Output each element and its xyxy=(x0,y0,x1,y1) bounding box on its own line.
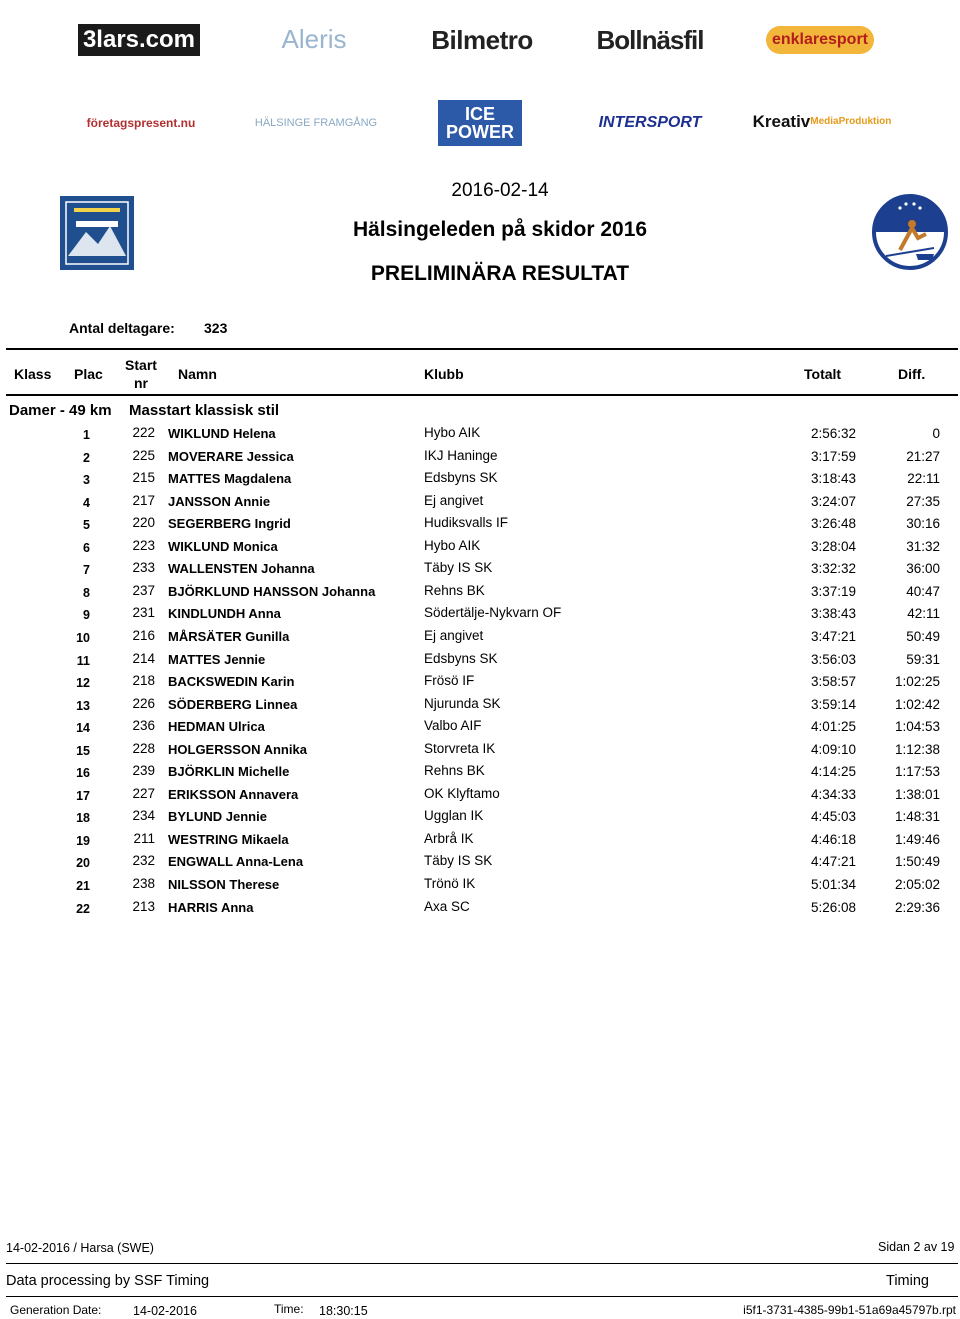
table-row xyxy=(0,696,960,718)
result-total-time: 4:45:03 xyxy=(810,809,856,825)
result-start-number: 236 xyxy=(132,718,155,734)
result-name: ENGWALL Anna-Lena xyxy=(168,854,304,870)
sponsor-logo-foretagspresent: företagspresent.nu xyxy=(86,116,196,130)
result-place: 16 xyxy=(76,766,90,781)
result-start-number: 233 xyxy=(132,560,155,576)
result-diff: 59:31 xyxy=(906,651,940,667)
table-row xyxy=(0,899,960,921)
result-club: Arbrå IK xyxy=(424,830,474,846)
result-club: Ej angivet xyxy=(424,492,484,508)
result-diff: 1:48:31 xyxy=(894,809,940,825)
result-name: WIKLUND Monica xyxy=(168,538,278,554)
result-name: BACKSWEDIN Karin xyxy=(168,674,295,690)
generation-time-label: Time: xyxy=(274,1302,304,1316)
result-club: Hybo AIK xyxy=(424,537,481,553)
result-total-time: 4:09:10 xyxy=(810,741,856,757)
result-club: Trönö IK xyxy=(424,876,476,891)
column-header-start-nr xyxy=(124,356,158,392)
result-start-number: 215 xyxy=(132,470,155,486)
result-diff: 50:49 xyxy=(906,628,940,644)
result-start-number: 222 xyxy=(132,425,155,440)
result-club: Edsbyns SK xyxy=(424,650,498,666)
result-total-time: 4:01:25 xyxy=(810,719,856,735)
result-total-time: 3:37:19 xyxy=(810,583,856,599)
result-club: Edsbyns SK xyxy=(424,470,498,486)
result-start-number: 218 xyxy=(132,673,155,689)
column-header-diff: Diff. xyxy=(898,366,926,382)
footer-divider-top xyxy=(6,1263,958,1264)
result-name: SEGERBERG Ingrid xyxy=(168,516,291,532)
result-total-time: 3:18:43 xyxy=(810,471,856,487)
column-header-plac: Plac xyxy=(74,366,103,382)
result-start-number: 234 xyxy=(132,808,155,824)
result-total-time: 3:17:59 xyxy=(810,448,856,464)
sponsor-logo-enklaresport: enklaresport xyxy=(766,26,874,54)
result-name: MÅRSÄTER Gunilla xyxy=(168,628,290,644)
result-diff: 36:00 xyxy=(906,561,940,577)
participants-label: Antal deltagare: xyxy=(69,320,175,336)
table-row xyxy=(0,853,960,875)
result-club: Södertälje-Nykvarn OF xyxy=(424,605,562,621)
sponsor-logo-3lars: 3lars.com xyxy=(78,24,200,56)
result-total-time: 2:56:32 xyxy=(810,426,856,441)
result-name: HARRIS Anna xyxy=(168,899,254,915)
sponsor-logo-icepower: ICE POWER xyxy=(438,100,522,146)
column-header-start-line1: Start xyxy=(125,357,157,373)
result-diff: 1:38:01 xyxy=(894,786,940,802)
result-start-number: 239 xyxy=(132,763,155,779)
result-diff: 42:11 xyxy=(907,606,940,622)
result-name: HEDMAN Ulrica xyxy=(168,719,265,735)
result-total-time: 4:14:25 xyxy=(810,764,856,780)
header-divider-top xyxy=(6,348,958,350)
table-row xyxy=(0,515,960,537)
race-name: Hälsingeleden på skidor 2016 xyxy=(352,218,648,241)
result-total-time: 4:46:18 xyxy=(810,831,856,847)
table-row xyxy=(0,470,960,492)
result-diff: 22:11 xyxy=(907,471,940,487)
table-row xyxy=(0,560,960,582)
sponsor-logo-intersport: INTERSPORT xyxy=(598,114,702,131)
result-name: NILSSON Therese xyxy=(168,877,280,892)
result-diff: 1:17:53 xyxy=(894,764,940,780)
result-start-number: 223 xyxy=(132,537,155,553)
result-place: 7 xyxy=(83,563,90,578)
table-row xyxy=(0,651,960,673)
result-place: 5 xyxy=(83,518,90,533)
sponsor-logo-kreativ xyxy=(752,104,892,140)
result-name: ERIKSSON Annavera xyxy=(168,786,299,802)
footer-data-processing: Data processing by SSF Timing xyxy=(6,1273,210,1289)
result-start-number: 228 xyxy=(132,740,155,756)
result-club: IKJ Haninge xyxy=(424,447,498,463)
result-total-time: 5:26:08 xyxy=(810,899,856,915)
result-place: 15 xyxy=(76,743,90,758)
footer-timing: Timing xyxy=(886,1273,929,1289)
column-header-totalt: Totalt xyxy=(804,366,842,382)
report-file-id: i5f1-3731-4385-99b1-51a69a45797b.rpt xyxy=(743,1303,956,1317)
result-place: 13 xyxy=(76,698,90,713)
table-row xyxy=(0,786,960,808)
result-name: MATTES Magdalena xyxy=(168,471,292,487)
result-total-time: 3:26:48 xyxy=(810,516,856,532)
participants-count: 323 xyxy=(204,320,228,336)
result-name: BJÖRKLIN Michelle xyxy=(168,764,290,780)
result-total-time: 3:32:32 xyxy=(810,561,856,577)
result-place: 3 xyxy=(83,473,90,488)
table-row xyxy=(0,448,960,470)
result-name: MOVERARE Jessica xyxy=(168,448,294,464)
result-place: 1 xyxy=(83,428,90,442)
result-name: BJÖRKLUND HANSSON Johanna xyxy=(168,583,376,599)
result-club: OK Klyftamo xyxy=(424,785,500,801)
result-name: SÖDERBERG Linnea xyxy=(168,696,298,712)
sponsor-banner xyxy=(60,0,900,156)
sponsor-logo-bilmetro: Bilmetro xyxy=(431,24,533,55)
result-name: WALLENSTEN Johanna xyxy=(168,561,315,577)
generation-date-label: Generation Date: xyxy=(10,1303,102,1317)
result-name: WIKLUND Helena xyxy=(168,426,276,441)
generation-date-value: 14-02-2016 xyxy=(133,1304,197,1318)
result-start-number: 232 xyxy=(132,853,155,869)
result-place: 9 xyxy=(83,608,90,623)
header-divider-bottom xyxy=(6,394,958,396)
sponsor-logo-bollnasfil: Bollnäsfil xyxy=(596,24,704,55)
table-row xyxy=(0,808,960,830)
result-name: MATTES Jennie xyxy=(168,651,266,667)
result-club: Valbo AIF xyxy=(424,718,482,734)
result-start-number: 238 xyxy=(132,876,155,891)
table-row xyxy=(0,741,960,763)
result-diff: 1:02:25 xyxy=(894,674,940,690)
result-club: Rehns BK xyxy=(424,582,485,598)
result-place: 22 xyxy=(76,901,90,916)
result-total-time: 3:38:43 xyxy=(810,606,856,622)
table-row xyxy=(0,583,960,605)
result-total-time: 3:28:04 xyxy=(810,538,856,554)
column-header-namn: Namn xyxy=(178,366,217,382)
result-place: 18 xyxy=(76,811,90,826)
sponsor-logo-halsinge: HÄLSINGE FRAMGÅNG xyxy=(254,117,378,129)
result-diff: 0 xyxy=(932,426,940,441)
table-row xyxy=(0,425,960,447)
table-row xyxy=(0,605,960,627)
table-row xyxy=(0,538,960,560)
result-total-time: 5:01:34 xyxy=(810,877,856,892)
result-diff: 1:12:38 xyxy=(894,741,940,757)
result-start-number: 213 xyxy=(132,898,155,914)
result-diff: 1:04:53 xyxy=(894,719,940,735)
result-total-time: 4:34:33 xyxy=(810,786,856,802)
result-total-time: 4:47:21 xyxy=(810,854,856,870)
column-header-klass: Klass xyxy=(14,366,52,382)
result-place: 10 xyxy=(76,630,90,645)
result-diff: 40:47 xyxy=(906,583,940,599)
result-club: Rehns BK xyxy=(424,763,485,779)
result-name: KINDLUNDH Anna xyxy=(168,606,281,622)
table-row xyxy=(0,673,960,695)
result-place: 8 xyxy=(83,585,90,600)
table-row xyxy=(0,493,960,515)
result-start-number: 237 xyxy=(132,582,155,598)
result-start-number: 217 xyxy=(132,492,155,508)
table-row xyxy=(0,763,960,785)
result-club: Frösö IF xyxy=(424,673,475,689)
result-name: WESTRING Mikaela xyxy=(168,831,289,847)
result-start-number: 231 xyxy=(132,605,155,621)
result-club: Ej angivet xyxy=(424,627,484,643)
result-diff: 2:29:36 xyxy=(894,899,940,915)
result-diff: 31:32 xyxy=(906,538,940,554)
result-place: 14 xyxy=(76,721,90,736)
result-place: 4 xyxy=(83,495,90,510)
result-club: Täby IS SK xyxy=(424,560,493,576)
result-total-time: 3:56:03 xyxy=(810,651,856,667)
result-club: Storvreta IK xyxy=(424,740,496,756)
result-name: HOLGERSSON Annika xyxy=(168,741,307,757)
group-style: Masstart klassisk stil xyxy=(129,402,280,419)
footer-place-date: 14-02-2016 / Harsa (SWE) xyxy=(6,1241,154,1255)
result-diff: 1:49:46 xyxy=(894,831,940,847)
result-club: Hybo AIK xyxy=(424,425,481,440)
result-start-number: 227 xyxy=(132,785,155,801)
result-place: 6 xyxy=(83,540,90,555)
result-total-time: 3:24:07 xyxy=(810,493,856,509)
group-class: Damer - 49 km xyxy=(9,402,112,419)
result-place: 19 xyxy=(76,833,90,848)
result-start-number: 211 xyxy=(133,830,155,846)
result-total-time: 3:58:57 xyxy=(810,674,856,690)
result-start-number: 216 xyxy=(132,627,155,643)
result-total-time: 3:59:14 xyxy=(810,696,856,712)
table-row xyxy=(0,831,960,853)
result-place: 20 xyxy=(76,856,90,871)
result-start-number: 226 xyxy=(132,695,155,711)
result-start-number: 220 xyxy=(132,515,155,531)
footer-divider-bottom xyxy=(6,1296,958,1297)
footer-page-number: Sidan 2 av 19 xyxy=(878,1240,955,1254)
kreativ-top-text: Kreativ xyxy=(752,112,811,131)
result-place: 21 xyxy=(76,879,90,893)
race-date: 2016-02-14 xyxy=(451,180,549,201)
result-place: 12 xyxy=(76,676,90,691)
kreativ-bottom-text: MediaProduktion xyxy=(810,116,892,127)
result-name: JANSSON Annie xyxy=(168,493,271,509)
result-club: Täby IS SK xyxy=(424,853,493,869)
result-diff: 1:50:49 xyxy=(894,854,940,870)
generation-time-value: 18:30:15 xyxy=(319,1304,368,1318)
result-heading: PRELIMINÄRA RESULTAT xyxy=(370,262,630,285)
result-club: Axa SC xyxy=(424,898,470,914)
result-diff: 2:05:02 xyxy=(894,877,940,892)
result-diff: 30:16 xyxy=(906,516,940,532)
result-club: Njurunda SK xyxy=(424,695,501,711)
sponsor-logo-aleris: Aleris xyxy=(281,23,347,54)
result-diff: 1:02:42 xyxy=(894,696,940,712)
table-row xyxy=(0,628,960,650)
result-name: BYLUND Jennie xyxy=(168,809,267,825)
result-place: 2 xyxy=(83,450,90,465)
result-club: Hudiksvalls IF xyxy=(424,515,509,531)
result-place: 17 xyxy=(76,788,90,803)
column-header-klubb: Klubb xyxy=(424,366,464,382)
table-row xyxy=(0,876,960,898)
result-diff: 27:35 xyxy=(906,493,940,509)
result-start-number: 214 xyxy=(132,650,155,666)
column-header-start-line2: nr xyxy=(134,375,148,391)
result-total-time: 3:47:21 xyxy=(810,628,856,644)
table-row xyxy=(0,718,960,740)
result-diff: 21:27 xyxy=(906,448,940,464)
result-club: Ugglan IK xyxy=(424,808,484,824)
result-start-number: 225 xyxy=(132,447,155,463)
result-place: 11 xyxy=(76,653,90,668)
